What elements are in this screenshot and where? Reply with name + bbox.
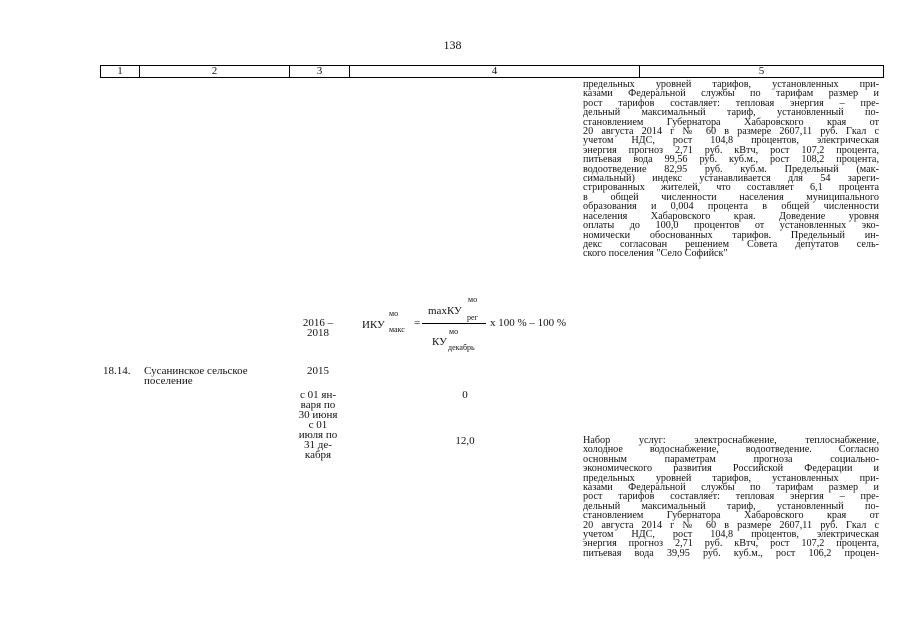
formula-denominator-superscript: мо [449, 327, 459, 336]
period-line: 31 де- [304, 439, 332, 451]
paragraph-line: энергия прогноз 2,71 руб. кВтч, рост 107,2 процента, [583, 538, 879, 550]
period-line: с 01 [308, 419, 328, 431]
paragraph-line: питьевая вода 39,95 руб. куб.м., рост 106,2 процен- [583, 547, 879, 559]
paragraph-line: становлением Губернатора Хабаровского края от [583, 116, 879, 128]
formula-tail: x 100 % – 100 % [490, 317, 567, 329]
paragraph-line: стрированных жителей, что составляет 6,1 процента [583, 182, 879, 194]
paragraph-line: симальный) индекс устанавливается для 54 зареги- [583, 173, 879, 185]
top-description-paragraph [583, 80, 879, 259]
formula-lhs-superscript: мо [389, 309, 399, 318]
row-value-2: 12,0 [455, 435, 475, 447]
paragraph-line: оплаты до 100,0 процентов от установленных эко- [583, 220, 879, 232]
formula-period-line: 2016 – [302, 317, 334, 329]
formula-numerator: maxКУ [428, 305, 462, 317]
paragraph-line: номически обоснованных тарифов. Предельный ин- [583, 229, 879, 241]
formula-equals: = [414, 317, 421, 329]
paragraph-line: предельных уровней тарифов, установленных при- [583, 79, 879, 90]
paragraph-line: казами Федеральной службы по тарифам размер и [583, 88, 879, 100]
column-header-3: 3 [290, 66, 350, 77]
row-value-1: 0 [462, 389, 468, 401]
paragraph-line: 20 августа 2014 г № 60 в размере 2607,11 руб. Гкал с [583, 519, 879, 531]
formula-denominator: КУ [432, 336, 447, 348]
paragraph-line: Набор услуг: электроснабжение, теплоснабжение, [583, 435, 879, 446]
formula-lhs: ИКУ [362, 319, 385, 331]
paragraph-line: энергия прогноз 2,71 руб. кВтч, рост 107,2 процента, [583, 144, 879, 156]
paragraph-line: казами Федеральной службы по тарифам размер и [583, 482, 879, 494]
paragraph-line: питьевая вода 99,56 руб. куб.м., рост 108,2 процента, [583, 154, 879, 166]
paragraph-line: водоотведение 82,95 руб. куб.м. Предельный (мак- [583, 163, 879, 175]
column-header-4: 4 [350, 66, 640, 77]
paragraph-line: дельный максимальный тариф, установленный по- [583, 107, 879, 119]
period-line: июля по [298, 429, 338, 441]
period-line: кабря [304, 449, 332, 461]
paragraph-line: декс согласован решением Совета депутатов сель- [583, 238, 879, 250]
formula-period-line: 2018 [307, 327, 329, 339]
formula-fraction-line [422, 323, 486, 324]
page-number: 138 [443, 38, 462, 52]
row-period-1 [292, 390, 344, 420]
period-line: варя по [300, 399, 336, 411]
bottom-description-paragraph [583, 436, 879, 558]
settlement-name-line: поселение [144, 375, 193, 387]
formula-numerator-subscript: рег [467, 313, 478, 322]
row-number: 18.14. [103, 365, 131, 377]
column-header-5: 5 [758, 65, 765, 77]
paragraph-line: населения Хабаровского края. Доведение уровня [583, 210, 879, 222]
row-year: 2015 [307, 365, 329, 377]
paragraph-line: 20 августа 2014 г № 60 в размере 2607,11 руб. Гкал с [583, 126, 879, 138]
paragraph-line: учетом НДС, рост 104,8 процентов, электрическая [583, 135, 879, 147]
paragraph-line: образования и 0,004 процента в общей численности [583, 201, 879, 213]
row-period-2 [292, 420, 344, 460]
paragraph-line: экономического развития Российской Федерации и [583, 463, 879, 475]
paragraph-line: становлением Губернатора Хабаровского края от [583, 510, 879, 522]
row-settlement-name [144, 366, 248, 386]
formula-numerator-superscript: мо [468, 295, 478, 304]
paragraph-line: в общей численности населения муниципального [583, 191, 879, 203]
formula-denominator-subscript: декабрь [448, 343, 475, 352]
column-header-1: 1 [101, 66, 140, 77]
paragraph-line: рост тарифов составляет: тепловая энергия – пре- [583, 491, 879, 503]
paragraph-line: рост тарифов составляет: тепловая энергия – пре- [583, 97, 879, 109]
paragraph-line: дельный максимальный тариф, установленный по- [583, 500, 879, 512]
paragraph-line: учетом НДС, рост 104,8 процентов, электрическая [583, 529, 879, 541]
column-header-2: 2 [140, 66, 290, 77]
period-line: 30 июня [298, 409, 338, 421]
period-line: с 01 ян- [300, 389, 336, 401]
formula-lhs-subscript: макс [389, 325, 405, 334]
formula-period [292, 318, 344, 338]
paragraph-line: ского поселения "Село Софийск" [583, 248, 728, 260]
table-header-row [100, 65, 884, 78]
settlement-name-line: Сусанинское сельское [144, 365, 248, 377]
paragraph-line: холодное водоснабжение, водоотведение. Согласно [583, 444, 879, 456]
paragraph-line: предельных уровней тарифов, установленных при- [583, 472, 879, 484]
paragraph-line: основным параметрам прогноза социально- [583, 453, 879, 465]
